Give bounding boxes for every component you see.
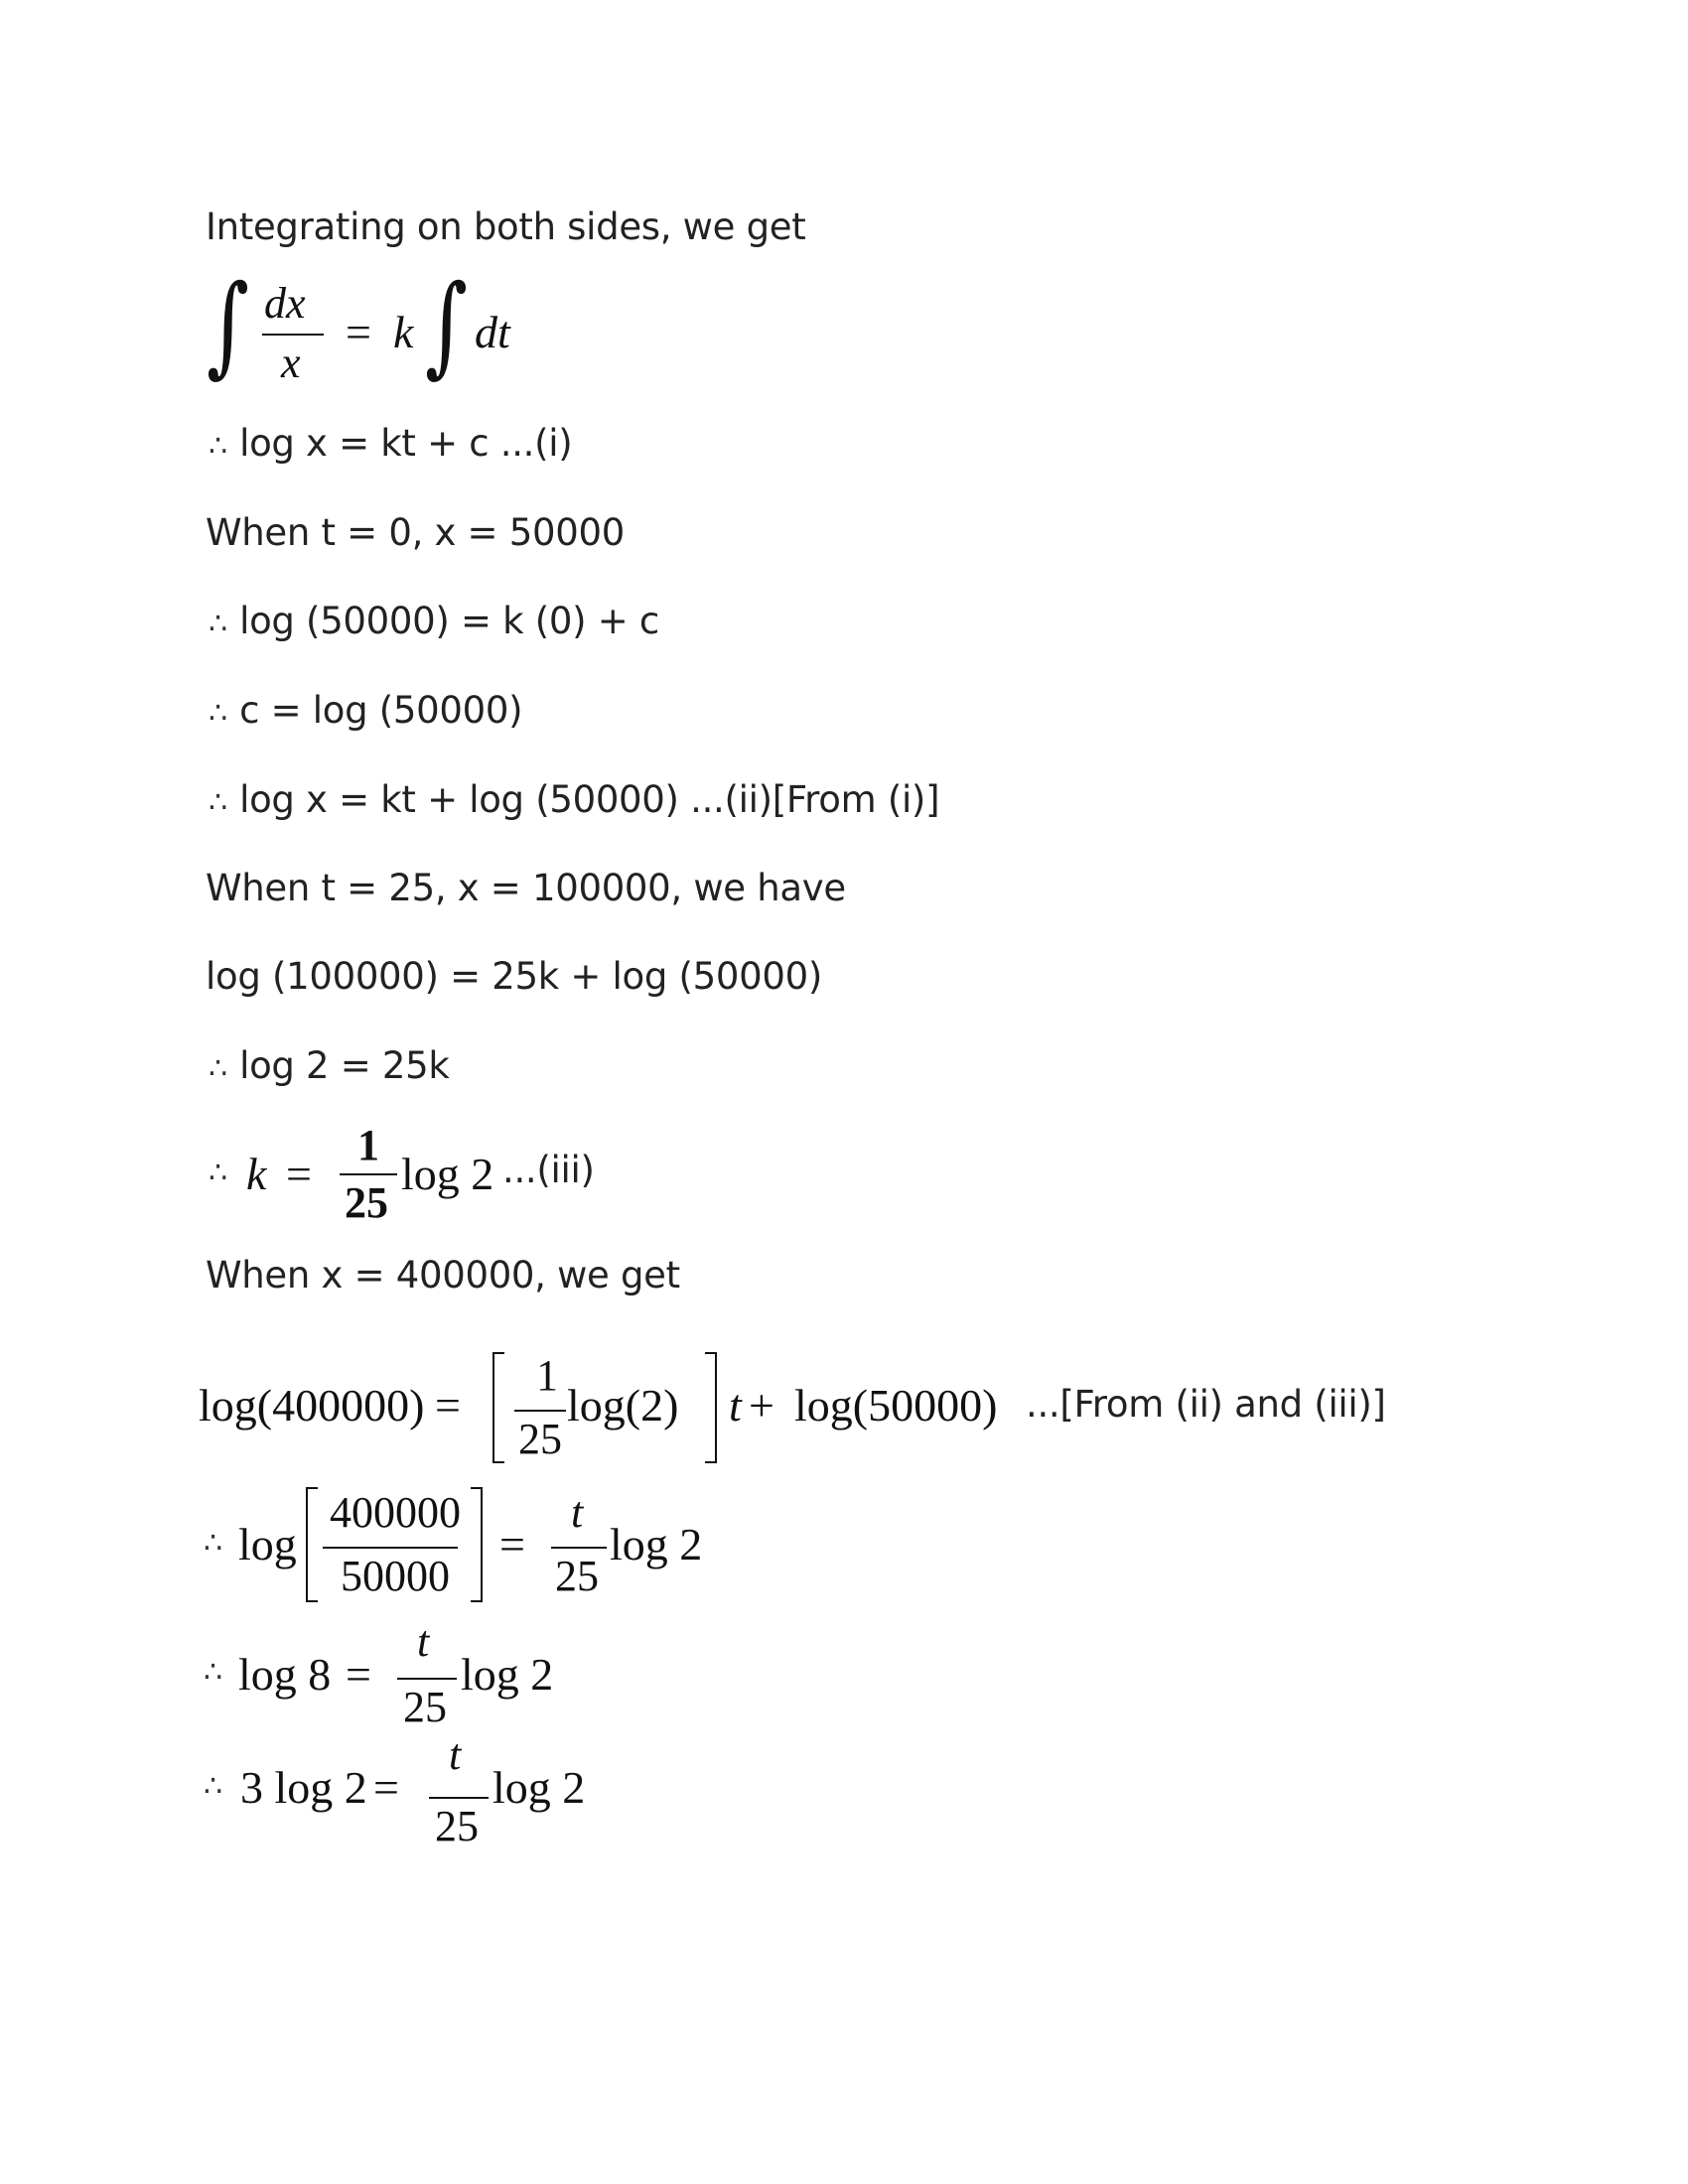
plus-sign: + — [749, 1380, 774, 1431]
right-bracket — [705, 1352, 717, 1463]
therefore-symbol: ∴ — [209, 1156, 228, 1190]
equation-text: log 2 = 25k — [239, 1044, 450, 1087]
therefore-symbol: ∴ — [204, 1655, 223, 1690]
constant-k: k — [393, 307, 414, 357]
equation-text: log x = kt + log (50000) ...(ii)[From (i)] — [239, 778, 940, 821]
left-bracket — [492, 1352, 504, 1463]
fraction-bar — [340, 1173, 397, 1175]
therefore-symbol: ∴ — [209, 429, 228, 464]
equation-tag: ...(iii) — [502, 1149, 595, 1191]
equals-sign: = — [346, 307, 371, 357]
fraction-bar — [397, 1678, 457, 1680]
equation-line — [209, 778, 940, 821]
equals-sign: = — [499, 1519, 525, 1570]
fraction-bar — [514, 1410, 566, 1412]
integral-sign: ∫ — [207, 261, 249, 388]
equation-text: c = log (50000) — [239, 689, 523, 732]
equals-sign: = — [435, 1380, 461, 1431]
condition-text: When x = 400000, we get — [206, 1254, 680, 1297]
fraction-denominator: 25 — [345, 1178, 388, 1227]
equals-sign: = — [373, 1762, 399, 1813]
log-term: log — [238, 1519, 297, 1570]
integral-sign: ∫ — [425, 261, 468, 388]
therefore-symbol: ∴ — [209, 1051, 228, 1086]
equals-sign: = — [286, 1149, 312, 1199]
dt-term: dt — [475, 307, 510, 357]
fraction-numerator: 400000 — [330, 1488, 461, 1537]
fraction-bar — [551, 1547, 607, 1549]
constant-k: k — [246, 1149, 267, 1199]
rhs-term: log(50000) — [794, 1380, 998, 1431]
fraction-numerator: t — [449, 1730, 462, 1779]
fraction-denominator: 25 — [403, 1683, 447, 1731]
fraction-denominator: 25 — [518, 1415, 562, 1463]
fraction-numerator: dx — [264, 279, 306, 328]
right-bracket — [471, 1487, 483, 1602]
fraction-denominator: 25 — [555, 1552, 599, 1600]
therefore-symbol: ∴ — [204, 1769, 223, 1804]
log-term: log 2 — [492, 1762, 586, 1813]
left-bracket — [306, 1487, 318, 1602]
fraction-bar — [429, 1797, 489, 1799]
fraction-denominator: 50000 — [341, 1552, 450, 1600]
equation-text: log (50000) = k (0) + c — [239, 600, 659, 642]
fraction-bar — [262, 334, 324, 336]
equation-tag: ...[From (ii) and (iii)] — [1026, 1383, 1386, 1426]
equation-text: log x = kt + c ...(i) — [239, 422, 573, 465]
therefore-symbol: ∴ — [209, 785, 228, 820]
intro-text: Integrating on both sides, we get — [206, 205, 806, 248]
therefore-symbol: ∴ — [209, 696, 228, 731]
log-term: log 2 — [610, 1519, 703, 1570]
equation-line — [209, 600, 659, 642]
therefore-symbol: ∴ — [204, 1526, 223, 1561]
log-term: log 2 — [401, 1149, 494, 1199]
fraction-numerator: t — [417, 1617, 430, 1666]
fraction-numerator: t — [571, 1488, 584, 1537]
condition-text: When t = 25, x = 100000, we have — [206, 867, 846, 909]
fraction-bar — [323, 1547, 458, 1549]
variable-t: t — [729, 1380, 742, 1431]
fraction-numerator: 1 — [357, 1121, 379, 1169]
equals-sign: = — [346, 1649, 371, 1700]
lhs-term: 3 log 2 — [240, 1762, 367, 1813]
equation-line — [209, 1044, 450, 1087]
lhs-term: log(400000) — [199, 1380, 425, 1431]
fraction-denominator: x — [281, 339, 301, 387]
fraction-denominator: 25 — [435, 1802, 479, 1850]
equation-line — [209, 689, 523, 732]
condition-text: When t = 0, x = 50000 — [206, 511, 625, 554]
therefore-symbol: ∴ — [209, 607, 228, 641]
fraction-numerator: 1 — [536, 1351, 558, 1400]
lhs-term: log 8 — [238, 1649, 332, 1700]
equation-text: log (100000) = 25k + log (50000) — [206, 955, 822, 998]
inner-log: log(2) — [567, 1380, 679, 1431]
log-term: log 2 — [461, 1649, 554, 1700]
equation-line — [209, 422, 573, 465]
